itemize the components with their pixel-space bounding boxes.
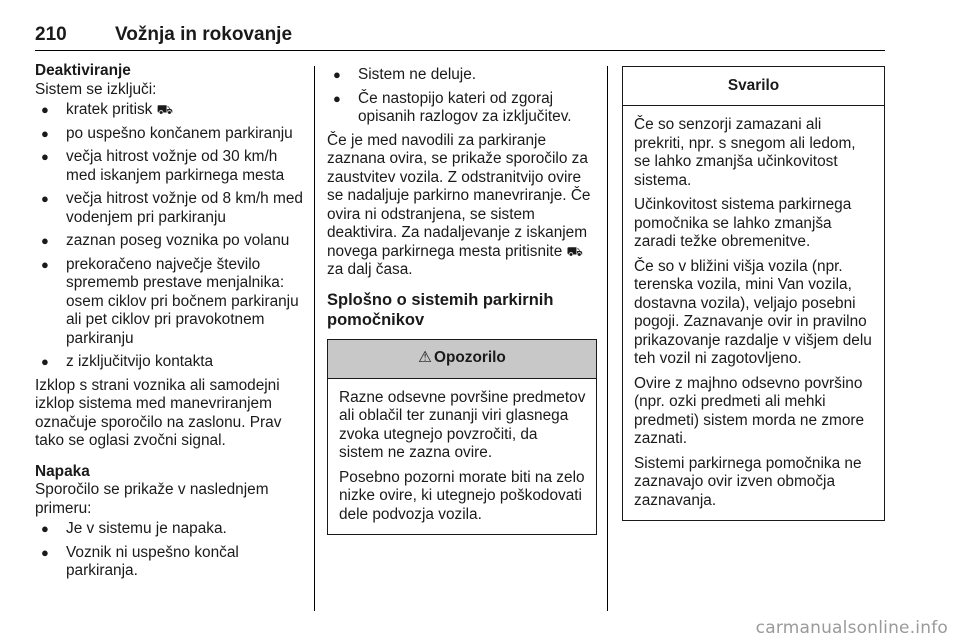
column-divider <box>314 66 315 611</box>
chapter-title: Vožnja in rokovanje <box>115 24 293 45</box>
list-item: ● z izključitvijo kontakta <box>35 353 305 372</box>
warning-text: Posebno pozorni morate biti na zelo nizke ovire, ki utegnejo poškodovati dele podvozja vozila. <box>339 468 585 523</box>
warning-box-header <box>328 340 596 379</box>
list-item: ● kratek pritisk ⛟ <box>35 101 305 120</box>
page-header <box>35 24 885 50</box>
fault-heading: Napaka <box>35 462 90 480</box>
list-item: ● Voznik ni uspešno končal parkiranja. <box>35 544 305 581</box>
column-middle <box>327 62 597 535</box>
caution-text: Ovire z majhno odsevno površino (npr. ozki predmeti ali mehki predmeti) sistem morda ne zmore zaznati. <box>634 374 865 447</box>
obstacle-paragraph: Če je med navodili za parkiranje zaznana ovira, se prikaže sporočilo za zaustvitev vozila. Z odstranitvijo ovire se nadaljuje parkirno manevriranje. Če ovira ni odstranjena, se sistem deaktivira. Za nadaljevanje z iskanjem novega parkirnega mesta pritisnite ⛟ za dalj časa. <box>327 131 591 278</box>
list-item: ● po uspešno končanem parkiranju <box>35 125 305 144</box>
section-title: Splošno o sistemih parkirnih pomočnikov <box>327 290 554 329</box>
header-rule <box>35 50 885 51</box>
park-assist-button-icon: ⛟ <box>566 243 583 259</box>
caution-box-body <box>623 106 884 520</box>
fault-list <box>35 520 305 581</box>
list-item: ● Je v sistemu je napaka. <box>35 520 305 539</box>
park-assist-button-icon: ⛟ <box>156 102 174 117</box>
caution-text: Sistemi parkirnega pomočnika ne zaznavajo ovir izven območja zaznavanja. <box>634 454 862 509</box>
caution-text: Če so v bližini višja vozila (npr. terenska vozila, mini Van vozila, dostavna vozila), veljajo posebni pogoji. Zaznavanje ovir in pravilno prikazovanje razdalje v višjem delu teh vozil ni zagotovljeno. <box>634 257 872 367</box>
caution-box <box>622 66 885 521</box>
list-item: ● večja hitrost vožnje od 30 km/h med iskanjem parkirnega mesta <box>35 148 305 185</box>
caution-text: Če so senzorji zamazani ali prekriti, npr. s snegom ali ledom, se lahko zmanjša učinkovitost sistema. <box>634 116 856 189</box>
warning-box <box>327 339 597 536</box>
deactivation-heading: Deaktiviranje <box>35 62 131 79</box>
column-divider <box>607 66 608 611</box>
list-item: ● zaznan poseg voznika po volanu <box>35 232 305 251</box>
warning-triangle-icon: ⚠ <box>418 349 432 367</box>
page-number: 210 <box>35 24 67 45</box>
column-left <box>35 62 305 586</box>
deactivation-intro: Sistem se izključi: <box>35 80 157 98</box>
fault-intro: Sporočilo se prikaže v naslednjem primeru: <box>35 481 269 517</box>
caution-box-header: Svarilo <box>623 67 884 106</box>
column-right <box>622 66 885 521</box>
deactivation-note: Izklop s strani voznika ali samodejni izklop sistema med manevriranjem označuje sporočilo na zaslonu. Prav tako se oglasi zvočni signal. <box>35 376 282 449</box>
watermark: carmanualsonline.info <box>755 618 948 638</box>
list-item: ● Če nastopijo kateri od zgoraj opisanih razlogov za izključitev. <box>327 90 597 127</box>
caution-text: Učinkovitost sistema parkirnega pomočnika se lahko zmanjša zaradi težke obremenitve. <box>634 196 852 250</box>
list-item: ● Sistem ne deluje. <box>327 66 597 85</box>
warning-text: Razne odsevne površine predmetov ali oblačil ter zunanji viri glasnega zvoka utegnejo povzročiti, da sistem ne zazna ovire. <box>339 388 586 461</box>
list-item: ● prekoračeno največje število sprememb prestave menjalnika: osem ciklov pri bočnem parkiranju ali pet ciklov pri pravokotnem parkiranju <box>35 256 305 349</box>
fault-list-continued <box>327 66 597 127</box>
deactivation-list <box>35 101 305 372</box>
warning-box-body <box>328 379 596 535</box>
warning-title: Opozorilo <box>433 349 506 367</box>
list-item: ● večja hitrost vožnje od 8 km/h med vodenjem pri parkiranju <box>35 190 305 227</box>
